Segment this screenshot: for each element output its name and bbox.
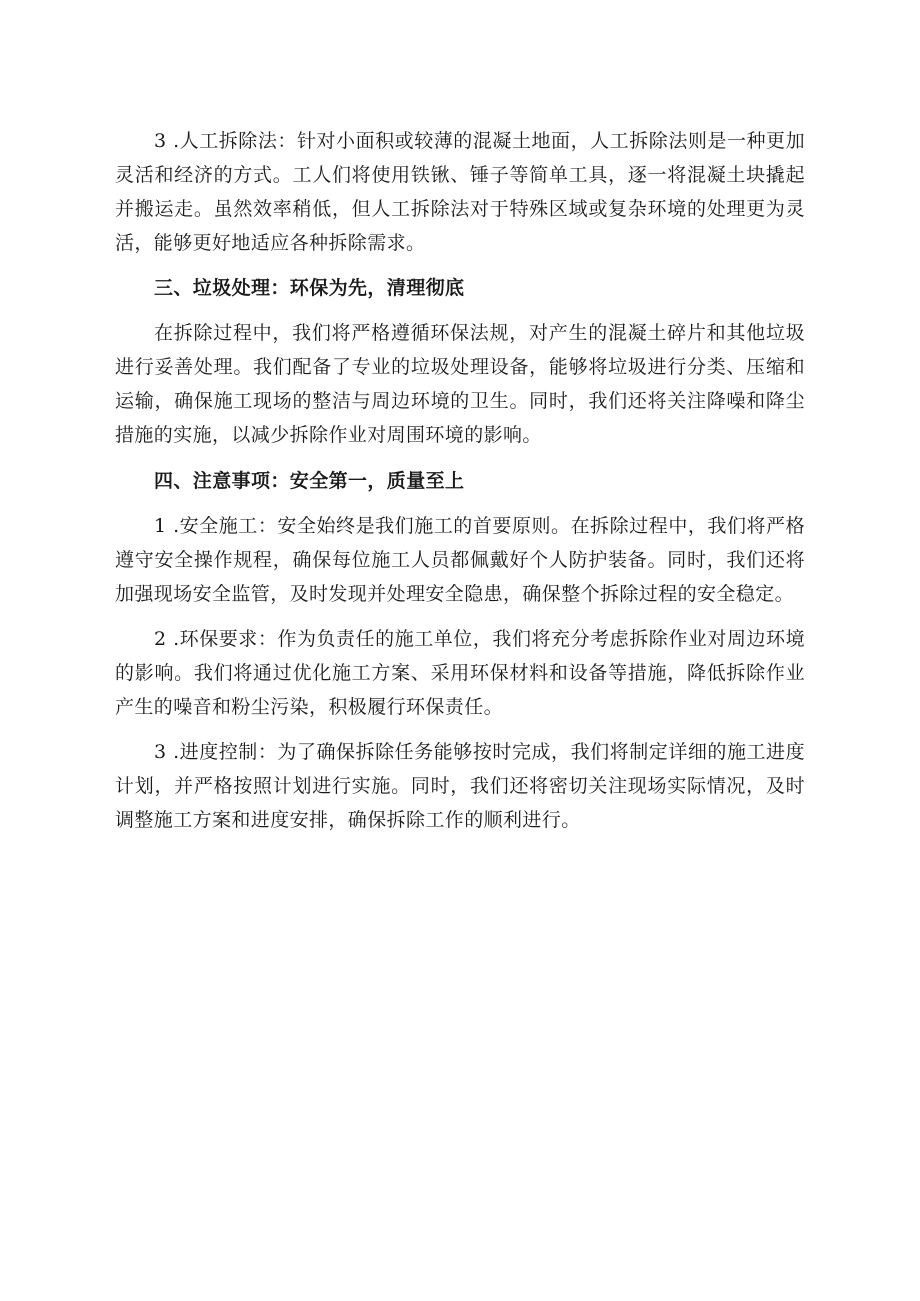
document-page [115, 124, 805, 837]
paragraph-environmental: 2 .环保要求：作为负责任的施工单位，我们将充分考虑拆除作业对周边环境的影响。我们将通过优化施工方案、采用环保材料和设备等措施，降低拆除作业产生的噪音和粉尘污染，积极履行环保责任。 [115, 628, 805, 718]
paragraph-schedule: 3 .进度控制：为了确保拆除任务能够按时完成，我们将制定详细的施工进度计划，并严格按照计划进行实施。同时，我们还将密切关注现场实际情况，及时调整施工方案和进度安排，确保拆除工作的顺利进行。 [115, 741, 805, 831]
heading-waste-disposal: 三、垃圾处理：环保为先，清理彻底 [154, 277, 465, 299]
paragraph-safety: 1 .安全施工：安全始终是我们施工的首要原则。在拆除过程中，我们将严格遵守安全操作规程，确保每位施工人员都佩戴好个人防护装备。同时，我们还将加强现场安全监管，及时发现并处理安全隐患，确保整个拆除过程的安全稳定。 [115, 515, 805, 605]
heading-precautions: 四、注意事项：安全第一，质量至上 [154, 470, 465, 492]
paragraph-manual-demolition: 3 .人工拆除法：针对小面积或较薄的混凝土地面，人工拆除法则是一种更加灵活和经济的方式。工人们将使用铁锹、锤子等简单工具，逐一将混凝土块撬起并搬运走。虽然效率稍低，但人工拆除法对于特殊区域或复杂环境的处理更为灵活，能够更好地适应各种拆除需求。 [115, 130, 805, 254]
paragraph-waste-disposal: 在拆除过程中，我们将严格遵循环保法规，对产生的混凝土碎片和其他垃圾进行妥善处理。我们配备了专业的垃圾处理设备，能够将垃圾进行分类、压缩和运输，确保施工现场的整洁与周边环境的卫生。同时，我们还将关注降噪和降尘措施的实施，以减少拆除作业对周围环境的影响。 [115, 322, 805, 446]
